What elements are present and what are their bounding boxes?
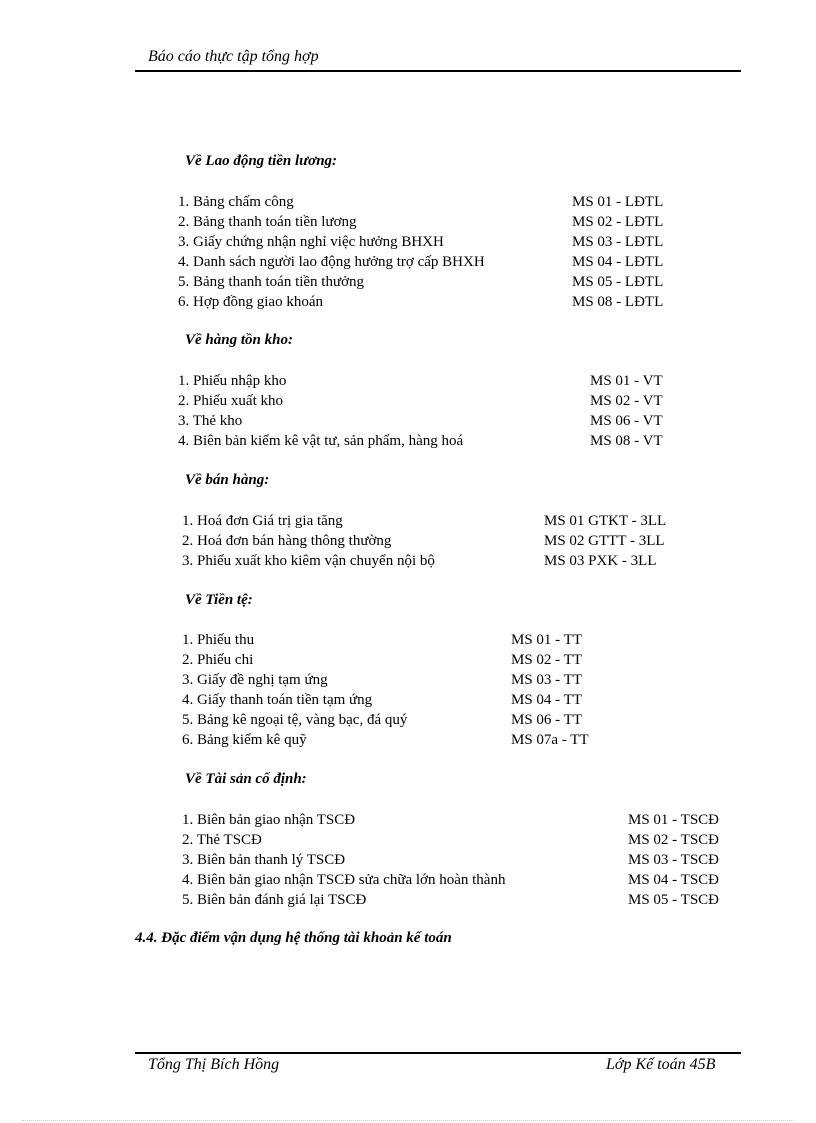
form-code: MS 02 - TSCĐ xyxy=(628,832,719,848)
form-code: MS 03 - TSCĐ xyxy=(628,852,719,868)
list-item: 2. Thẻ TSCĐ xyxy=(182,832,262,848)
list-item: 3. Phiếu xuất kho kiêm vận chuyển nội bộ xyxy=(182,553,435,569)
section-title-fixed-assets: Về Tài sản cố định: xyxy=(185,771,307,787)
list-item: 5. Bảng thanh toán tiền thưởng xyxy=(178,274,365,290)
list-item: 2. Hoá đơn bán hàng thông thường xyxy=(182,533,392,549)
form-code: MS 02 - LĐTL xyxy=(572,214,664,230)
list-item: 6. Bảng kiểm kê quỹ xyxy=(182,732,307,748)
list-item: 3. Giấy đề nghị tạm ứng xyxy=(182,672,328,688)
form-code: MS 08 - LĐTL xyxy=(572,294,664,310)
form-code: MS 02 - VT xyxy=(590,393,663,409)
list-item: 4. Danh sách người lao động hưởng trợ cấp BHXH xyxy=(178,254,485,270)
form-code: MS 07a - TT xyxy=(511,732,589,748)
form-code: MS 02 - TT xyxy=(511,652,582,668)
form-code: MS 03 - LĐTL xyxy=(572,234,664,250)
section-title-inventory: Về hàng tồn kho: xyxy=(185,332,293,348)
footer-class: Lớp Kế toán 45B xyxy=(606,1056,716,1073)
form-code: MS 01 - TT xyxy=(511,632,582,648)
form-code: MS 01 - VT xyxy=(590,373,663,389)
list-item: 6. Hợp đồng giao khoán xyxy=(178,294,323,310)
form-code: MS 05 - TSCĐ xyxy=(628,892,719,908)
form-code: MS 01 - LĐTL xyxy=(572,194,664,210)
list-item: 3. Biên bản thanh lý TSCĐ xyxy=(182,852,346,868)
form-code: MS 03 PXK - 3LL xyxy=(544,553,657,569)
list-item: 5. Bảng kê ngoại tệ, vàng bạc, đá quý xyxy=(182,712,408,728)
header-divider xyxy=(135,70,741,72)
form-code: MS 06 - VT xyxy=(590,413,663,429)
section-title-cash: Về Tiền tệ: xyxy=(185,592,253,608)
list-item: 4. Giấy thanh toán tiền tạm ứng xyxy=(182,692,373,708)
list-item: 2. Bảng thanh toán tiền lương xyxy=(178,214,357,230)
list-item: 1. Phiếu thu xyxy=(182,632,255,648)
header-title: Báo cáo thực tập tổng hợp xyxy=(148,48,319,65)
page-edge-divider xyxy=(22,1120,794,1121)
list-item: 1. Phiếu nhập kho xyxy=(178,373,287,389)
list-item: 1. Bảng chấm công xyxy=(178,194,294,210)
list-item: 4. Biên bản giao nhận TSCĐ sửa chữa lớn hoàn thành xyxy=(182,872,506,888)
list-item: 3. Giấy chứng nhận nghỉ việc hưởng BHXH xyxy=(178,234,444,250)
list-item: 2. Phiếu xuất kho xyxy=(178,393,283,409)
list-item: 5. Biên bản đánh giá lại TSCĐ xyxy=(182,892,367,908)
list-item: 1. Hoá đơn Giá trị gia tăng xyxy=(182,513,343,529)
form-code: MS 08 - VT xyxy=(590,433,663,449)
section-title-sales: Về bán hàng: xyxy=(185,472,270,488)
footer-divider xyxy=(135,1052,741,1054)
form-code: MS 01 GTKT - 3LL xyxy=(544,513,667,529)
section-heading-4-4: 4.4. Đặc điểm vận dụng hệ thống tài khoản kế toán xyxy=(135,930,452,946)
section-title-labor: Về Lao động tiền lương: xyxy=(185,153,338,169)
form-code: MS 01 - TSCĐ xyxy=(628,812,719,828)
list-item: 4. Biên bản kiểm kê vật tư, sản phẩm, hàng hoá xyxy=(178,433,464,449)
list-item: 1. Biên bản giao nhận TSCĐ xyxy=(182,812,356,828)
list-item: 2. Phiếu chi xyxy=(182,652,254,668)
form-code: MS 06 - TT xyxy=(511,712,582,728)
form-code: MS 04 - TSCĐ xyxy=(628,872,719,888)
list-item: 3. Thẻ kho xyxy=(178,413,243,429)
form-code: MS 04 - LĐTL xyxy=(572,254,664,270)
form-code: MS 03 - TT xyxy=(511,672,582,688)
form-code: MS 02 GTTT - 3LL xyxy=(544,533,665,549)
footer-author: Tổng Thị Bích Hồng xyxy=(148,1056,280,1073)
form-code: MS 05 - LĐTL xyxy=(572,274,664,290)
form-code: MS 04 - TT xyxy=(511,692,582,708)
